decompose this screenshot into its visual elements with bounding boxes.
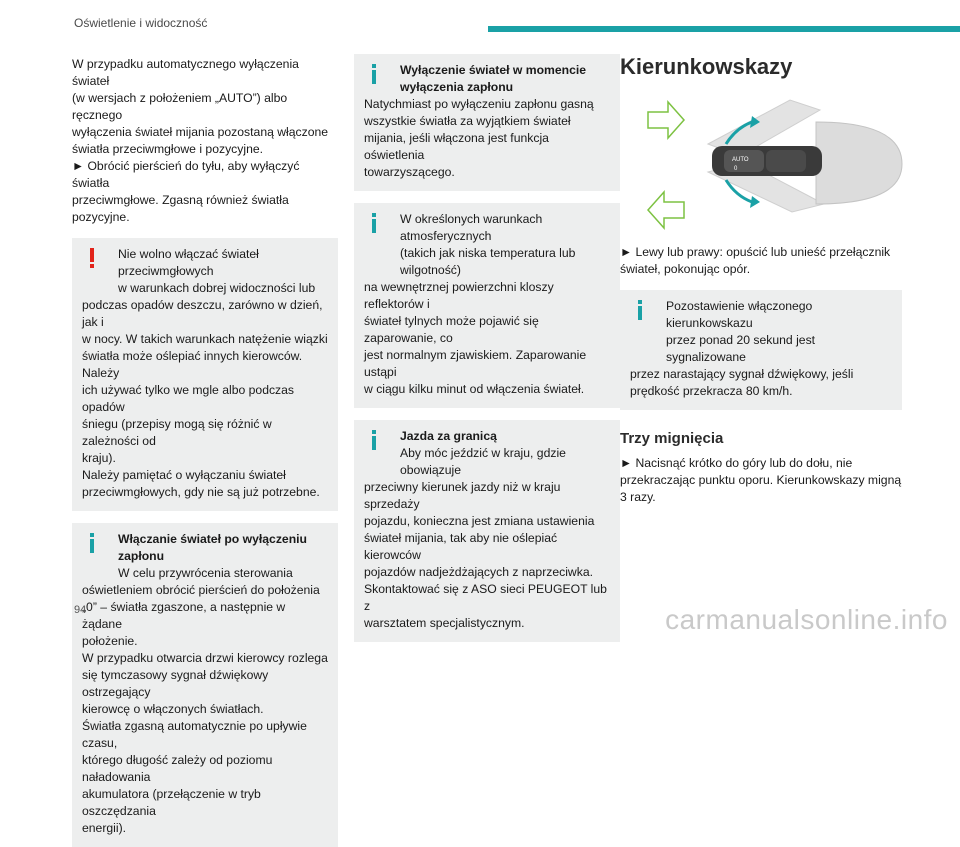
text-line: w ciągu kilku minut od włączenia świateł. [364, 382, 585, 396]
text-line: (w wersjach z położeniem „AUTO”) albo ręcznego [72, 91, 288, 122]
page-header-title: Oświetlenie i widoczność [74, 16, 208, 30]
text-line: świateł mijania, tak aby nie oślepiać kierowców [364, 531, 558, 562]
text-line: światła może oślepiać innych kierowców. Należy [82, 349, 303, 380]
text-line: przeciwny kierunek jazdy niż w kraju sprzedaży [364, 480, 561, 511]
text-line: energii). [82, 821, 127, 835]
text-line: kierowcę o włączonych światłach. [82, 702, 264, 716]
text-line: położenie. [82, 634, 138, 648]
info-title: Włączanie świateł po wyłączeniu zapłonu [118, 532, 307, 563]
page-number: 94 [74, 604, 87, 616]
info-icon [84, 532, 100, 554]
text-line: akumulatora (przełączenie w tryb oszczędzania [82, 787, 261, 818]
text-line: warsztatem specjalistycznym. [364, 616, 525, 630]
text-line: w warunkach dobrej widoczności lub [118, 281, 316, 295]
text-line: Skontaktować się z ASO sieci PEUGEOT lub z [364, 582, 607, 613]
text-line: przekraczając punktu oporu. Kierunkowskazy migną [620, 473, 902, 487]
text-line: ich używać tylko we mgle albo podczas opadów [82, 383, 295, 414]
info-box [354, 420, 620, 642]
stalk-auto-label: AUTO [732, 157, 749, 163]
info-box [354, 54, 620, 191]
text-line: „0” – światła zgaszone, a następnie w żądane [82, 600, 286, 631]
warning-box [72, 238, 338, 511]
text-line: W przypadku automatycznego wyłączenia świateł [72, 57, 299, 88]
info-title: Jazda za granicą [400, 429, 497, 443]
text-line: W celu przywrócenia sterowania [118, 566, 293, 580]
text-line: Nie wolno włączać świateł przeciwmgłowych [118, 247, 259, 278]
text-line: towarzyszącego. [364, 165, 455, 179]
text-line: kraju). [82, 451, 116, 465]
info-title: wyłączenia zapłonu [400, 80, 514, 94]
text-line: jest normalnym zjawiskiem. Zaparowanie ustąpi [364, 348, 587, 379]
subheading: Trzy mignięcia [620, 430, 724, 447]
info-icon [632, 299, 648, 321]
text-line: światła przeciwmgłowe i pozycyjne. [72, 142, 264, 156]
text-line: ► Nacisnąć krótko do góry lub do dołu, nie [620, 456, 853, 470]
info-icon [366, 63, 382, 85]
text-line: pojazdu, konieczna jest zmiana ustawienia [364, 514, 595, 528]
text-line: którego długość zależy od poziomu naładowania [82, 753, 273, 784]
info-box [72, 523, 338, 847]
info-box [620, 290, 902, 410]
text-line: w nocy. W takich warunkach natężenie wiązki [82, 332, 328, 346]
text-line: (takich jak niska temperatura lub wilgotność) [400, 246, 576, 277]
column-3 [620, 56, 902, 506]
info-box [354, 203, 620, 408]
column-2 [354, 54, 620, 642]
text-line: Należy pamiętać o wyłączaniu świateł [82, 468, 286, 482]
text-line: podczas opadów deszczu, zarówno w dzień, jak i [82, 298, 323, 329]
text-line: przeciwmgłowych, gdy nie są już potrzebne. [82, 485, 320, 499]
text-line: śniegu (przepisy mogą się różnić w zależności od [82, 417, 272, 448]
text-line: wszystkie światła za wyjątkiem świateł [364, 114, 571, 128]
stalk-zero-label: 0 [734, 166, 738, 172]
text-line: Aby móc jeździć w kraju, gdzie obowiązuje [400, 446, 566, 477]
text-line: świateł, pokonując opór. [620, 262, 751, 276]
text-line: W przypadku otwarcia drzwi kierowcy rozlega [82, 651, 328, 665]
text-line: ► Obrócić pierścień do tyłu, aby wyłączyć światła [72, 159, 300, 190]
exclamation-icon [84, 247, 100, 269]
intro-paragraph [72, 56, 338, 226]
text-line: Światła zgasną automatycznie po upływie czasu, [82, 719, 307, 750]
text-line: W określonych warunkach atmosferycznych [400, 212, 543, 243]
section-heading: Kierunkowskazy [620, 54, 793, 79]
text-line: Natychmiast po wyłączeniu zapłonu gasną [364, 97, 594, 111]
info-title: Wyłączenie świateł w momencie [400, 63, 587, 77]
header-accent-bar [488, 26, 960, 32]
text-line: przeciwmgłowe. Zgasną również światła pozycyjne. [72, 193, 289, 224]
column-1 [72, 56, 338, 847]
info-icon [366, 212, 382, 234]
text-line: mijania, jeśli włączona jest funkcja oświetlenia [364, 131, 549, 162]
text-line: się tymczasowy sygnał dźwiękowy ostrzegający [82, 668, 269, 699]
text-line: świateł tylnych może pojawić się zaparowanie, co [364, 314, 539, 345]
text-line: 3 razy. [620, 490, 656, 504]
turn-signal-arrow-icon [648, 192, 684, 228]
text-line: ► Lewy lub prawy: opuścić lub unieść przełącznik [620, 245, 891, 259]
text-line: prędkość przekracza 80 km/h. [630, 384, 793, 398]
info-icon [366, 429, 382, 451]
text-line: przez ponad 20 sekund jest sygnalizowane [666, 333, 816, 364]
text-line: pojazdów nadjeżdżających z naprzeciwka. [364, 565, 593, 579]
watermark: carmanualsonline.info [665, 604, 948, 635]
turn-signal-stalk-illustration [620, 92, 902, 232]
text-line: przez narastający sygnał dźwiękowy, jeśli [630, 367, 854, 381]
text-line: na wewnętrznej powierzchni kloszy reflektorów i [364, 280, 554, 311]
turn-signal-arrow-icon [648, 102, 684, 138]
text-line: Pozostawienie włączonego kierunkowskazu [666, 299, 813, 330]
text-line: wyłączenia świateł mijania pozostaną włączone [72, 125, 329, 139]
text-line: oświetleniem obrócić pierścień do położenia [82, 583, 320, 597]
